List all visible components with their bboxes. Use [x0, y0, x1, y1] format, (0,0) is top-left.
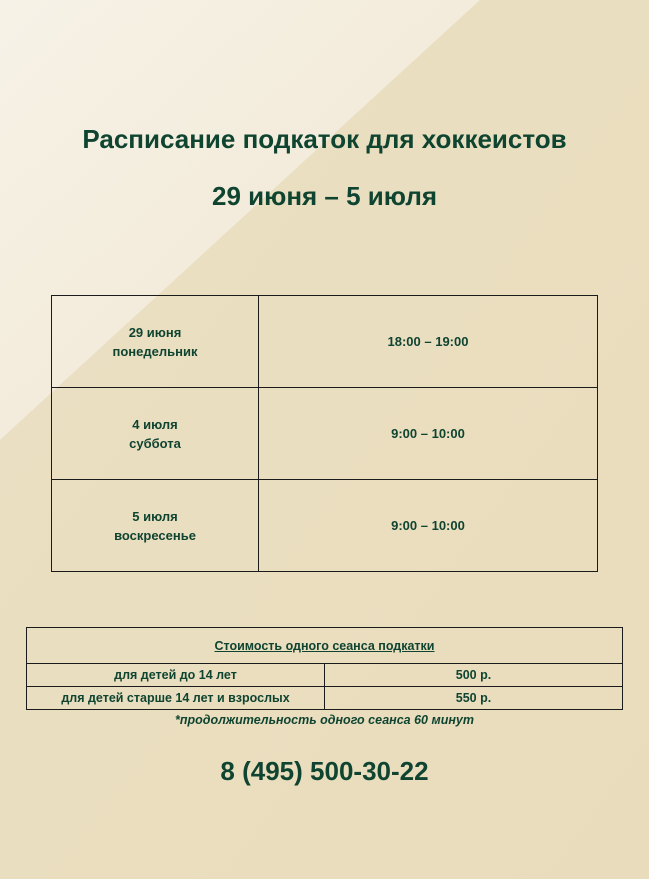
schedule-table [51, 295, 598, 572]
schedule-time: 9:00 – 10:00 [259, 388, 598, 480]
schedule-date: 5 июля [132, 508, 178, 524]
schedule-day-cell [52, 388, 259, 480]
table-row [52, 296, 598, 388]
schedule-time: 9:00 – 10:00 [259, 480, 598, 572]
pricing-label: для детей до 14 лет [27, 664, 325, 687]
pricing-header-text: Стоимость одного сеанса подкатки [214, 638, 435, 653]
schedule-day-cell [52, 296, 259, 388]
schedule-date: 4 июля [132, 416, 178, 432]
table-row [27, 664, 623, 687]
schedule-day-cell [52, 480, 259, 572]
table-row [52, 388, 598, 480]
pricing-price: 550 р. [325, 687, 623, 710]
table-row [27, 687, 623, 710]
pricing-price: 500 р. [325, 664, 623, 687]
duration-note: *продолжительность одного сеанса 60 минут [175, 713, 474, 727]
pricing-header [27, 628, 623, 664]
schedule-weekday: суббота [129, 435, 181, 451]
pricing-table [26, 627, 623, 710]
table-row [52, 480, 598, 572]
schedule-weekday: воскресенье [114, 527, 196, 543]
pricing-header-row [27, 628, 623, 664]
schedule-date: 29 июня [128, 324, 182, 340]
page-title: Расписание подкаток для хоккеистов [82, 124, 567, 154]
schedule-time: 18:00 – 19:00 [259, 296, 598, 388]
pricing-label: для детей старше 14 лет и взрослых [27, 687, 325, 710]
schedule-weekday: понедельник [112, 343, 198, 359]
phone-number[interactable]: 8 (495) 500-30-22 [220, 756, 429, 786]
period-title: 29 июня – 5 июля [211, 181, 438, 211]
